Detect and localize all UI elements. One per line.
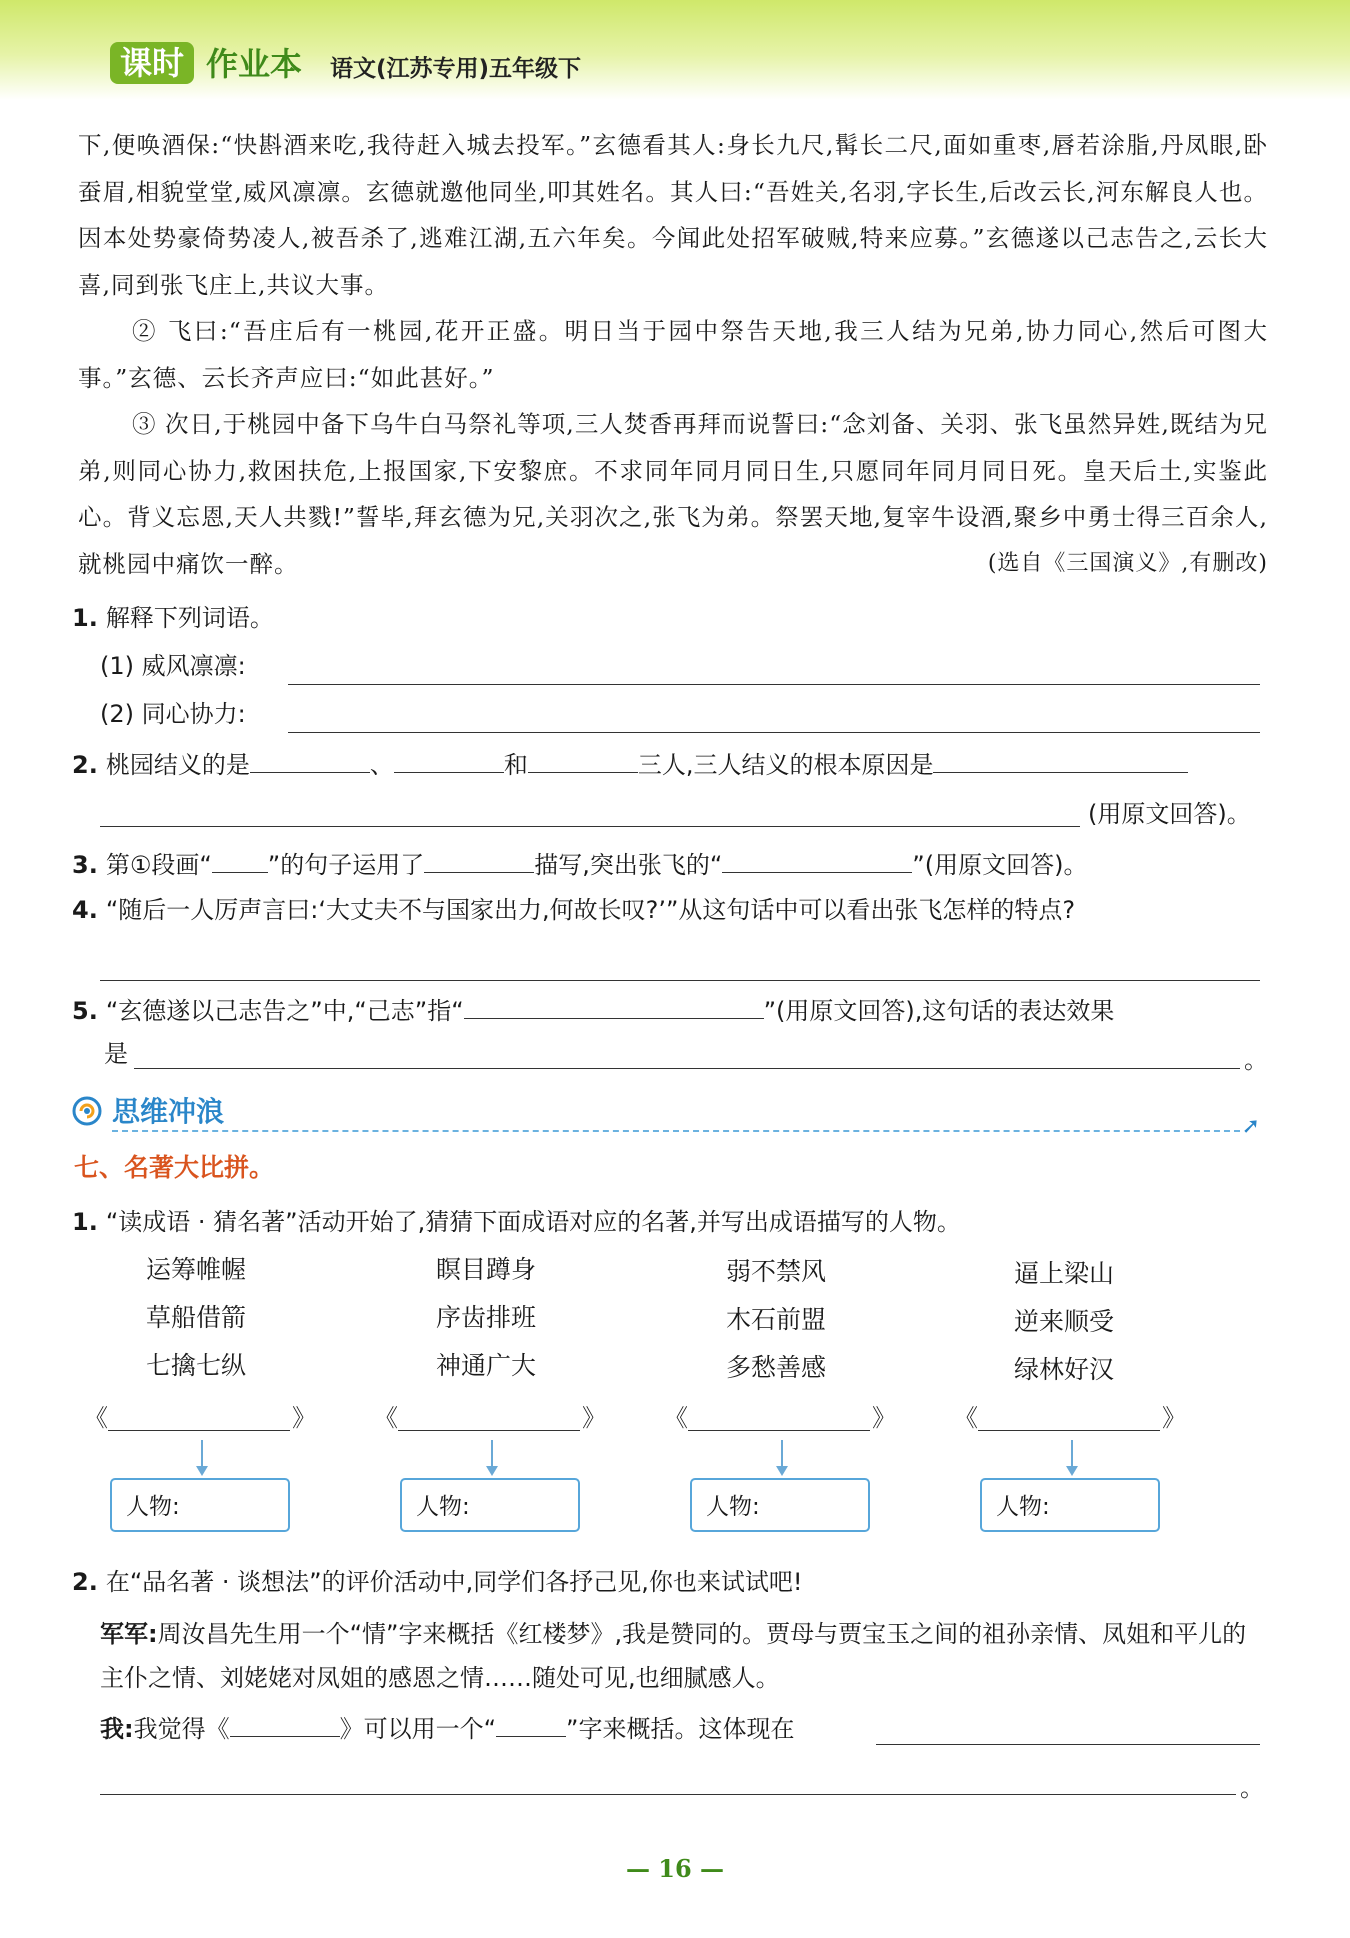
passage-paragraph-1: 下,便唤酒保:“快斟酒来吃,我待赶入城去投军。”玄德看其人:身长九尺,髯长二尺,面如重枣,唇若涂脂,丹凤眼,卧蚕眉,相貌堂堂,威风凛凛。玄德就邀他同坐,叩其姓名。其人曰:“吾姓关,名羽,字长生,后改云长,河东解良人也。因本处势豪倚势凌人,被吾杀了,逃难江湖,五六年矣。今闻此处招军破贼,特来应募。”玄德遂以己志告之,云长大喜,同到张飞庄上,共议大事。 — [78, 131, 1268, 299]
question-text: ”的句子运用了 — [267, 851, 425, 879]
question-text: “读成语 · 猜名著”活动开始了,猜猜下面成语对应的名著,并写出成语描写的人物。 — [105, 1208, 961, 1236]
idiom: 序齿排班 — [436, 1303, 537, 1332]
passage-paragraph-2: ② 飞曰:“吾庄后有一桃园,花开正盛。明日当于园中祭告天地,我三人结为兄弟,协力同心,然后可图大事。”玄德、云长齐声应曰:“如此甚好。” — [78, 317, 1268, 392]
question-text: 桃园结义的是 — [105, 751, 250, 779]
brand-badge: 课时 — [110, 42, 194, 84]
down-arrow-icon — [1066, 1466, 1078, 1476]
section7-question-2 — [72, 1564, 802, 1600]
question-4 — [72, 892, 1075, 928]
question-1-sub-2 — [100, 696, 246, 732]
swirl-icon — [72, 1096, 102, 1126]
brand-title: 作业本 — [206, 45, 303, 83]
my-opinion-end — [1240, 1770, 1264, 1806]
question-2-note — [1088, 796, 1251, 832]
book-title-blank[interactable] — [374, 1396, 606, 1436]
answer-line[interactable] — [108, 1430, 290, 1431]
question-text: 描写,突出张飞的“ — [534, 851, 723, 879]
passage-source: (选自《三国演义》,有删改) — [987, 550, 1268, 576]
down-arrow-icon — [196, 1466, 208, 1476]
reading-passage — [78, 122, 1268, 587]
section-banner — [70, 1090, 1260, 1139]
person-answer-box[interactable] — [690, 1478, 870, 1532]
idiom: 逼上梁山 — [1014, 1259, 1115, 1288]
answer-blank[interactable] — [528, 744, 638, 773]
person-label: 人物: — [416, 1494, 470, 1520]
question-text: 解释下列词语。 — [105, 604, 274, 632]
arrow-icon: ➚ — [1241, 1114, 1260, 1139]
answer-line[interactable] — [288, 684, 1260, 685]
question-number: 2. — [72, 1568, 98, 1596]
question-text: 第①段画“ — [105, 851, 212, 879]
answer-blank[interactable] — [722, 844, 912, 873]
question-number: 4. — [72, 896, 98, 924]
question-text: “随后一人厉声言曰:‘大丈夫不与国家出力,何故长叹?’”从这句话中可以看出张飞怎样的特点? — [105, 896, 1076, 924]
idiom: 七擒七纵 — [146, 1351, 247, 1380]
idiom: 瞑目蹲身 — [436, 1255, 537, 1284]
question-text: “玄德遂以己志告之”中,“己志”指“ — [105, 997, 464, 1025]
question-5-continued — [104, 1036, 128, 1072]
section-title: 七、名著大比拼。 — [74, 1153, 275, 1182]
person-label: 人物: — [126, 1494, 180, 1520]
question-text: 、 — [369, 751, 394, 779]
idiom: 多愁善感 — [726, 1353, 827, 1382]
junjun-opinion — [100, 1612, 1260, 1700]
answer-blank[interactable] — [496, 1708, 566, 1737]
question-text: 三人,三人结义的根本原因是 — [637, 751, 934, 779]
answer-blank[interactable] — [250, 744, 370, 773]
answer-blank[interactable] — [933, 744, 1188, 773]
answer-line[interactable] — [876, 1744, 1260, 1745]
opinion-text: 周汝昌先生用一个“情”字来概括《红楼梦》,我是赞同的。贾母与贾宝玉之间的祖孙亲情、凤姐和平儿的主仆之情、刘姥姥对凤姐的感恩之情……随处可见,也细腻感人。 — [100, 1620, 1247, 1692]
my-opinion — [100, 1708, 794, 1747]
question-1 — [72, 600, 274, 636]
question-3 — [72, 844, 1087, 883]
question-text: (用原文回答)。 — [1088, 800, 1251, 828]
idiom: 草船借箭 — [146, 1303, 247, 1332]
passage-paragraph-3 — [78, 401, 1268, 587]
answer-line[interactable] — [288, 732, 1260, 733]
answer-line[interactable] — [134, 1068, 1240, 1069]
question-number: 3. — [72, 851, 98, 879]
answer-blank[interactable] — [394, 744, 504, 773]
idiom: 神通广大 — [436, 1351, 537, 1380]
book-quote-left: 《 — [84, 1404, 108, 1432]
answer-blank[interactable] — [424, 844, 534, 873]
page-header — [0, 0, 1350, 100]
question-text: ”(用原文回答),这句话的表达效果 — [763, 997, 1115, 1025]
down-arrow-icon — [1071, 1440, 1073, 1468]
banner-title: 思维冲浪 — [112, 1095, 225, 1128]
question-number: 1. — [72, 604, 98, 632]
question-5 — [72, 990, 1114, 1029]
book-quote-right: 》 — [872, 1404, 896, 1432]
question-5-end — [1244, 1042, 1268, 1078]
question-text: 在“品名著 · 谈想法”的评价活动中,同学们各抒己见,你也来试试吧! — [105, 1568, 803, 1596]
question-number: 1. — [72, 1208, 98, 1236]
answer-line[interactable] — [100, 826, 1080, 827]
question-2 — [72, 744, 1188, 783]
answer-blank[interactable] — [464, 990, 764, 1019]
question-1-sub-1 — [100, 648, 246, 684]
down-arrow-icon — [776, 1466, 788, 1476]
answer-line[interactable] — [398, 1430, 580, 1431]
question-text: ”(用原文回答)。 — [912, 851, 1088, 879]
answer-blank[interactable] — [230, 1708, 340, 1737]
banner-divider — [112, 1130, 1240, 1132]
idiom: 运筹帷幄 — [146, 1255, 247, 1284]
page-number: — 16 — — [625, 1854, 725, 1883]
question-text: 是 — [104, 1040, 128, 1068]
question-text: 。 — [1244, 1046, 1268, 1074]
sub-question-label: (1) 威风凛凛: — [100, 652, 246, 680]
book-quote-right: 》 — [582, 1404, 606, 1432]
idiom: 逆来顺受 — [1014, 1307, 1115, 1336]
passage-paragraph-3-text: ③ 次日,于桃园中备下乌牛白马祭礼等项,三人焚香再拜而说誓曰:“念刘备、关羽、张飞虽然异姓,既结为兄弟,则同心协力,救困扶危,上报国家,下安黎庶。不求同年同月同日生,只愿同年同月同日死。皇天后土,实鉴此心。背义忘恩,天人共戮!”誓毕,拜玄德为兄,关羽次之,张飞为弟。祭罢天地,复宰牛设酒,聚乡中勇士得三百余人,就桃园中痛饮一醉。 — [78, 410, 1268, 578]
answer-line[interactable] — [688, 1430, 870, 1431]
down-arrow-icon — [491, 1440, 493, 1468]
answer-line[interactable] — [100, 980, 1260, 981]
down-arrow-icon — [201, 1440, 203, 1468]
idiom: 弱不禁风 — [726, 1257, 827, 1286]
opinion-text: 我觉得《 — [133, 1715, 230, 1743]
person-label: 人物: — [706, 1494, 760, 1520]
answer-blank[interactable] — [212, 844, 268, 873]
down-arrow-icon — [781, 1440, 783, 1468]
book-quote-left: 《 — [374, 1404, 398, 1432]
book-title-blank[interactable] — [954, 1396, 1186, 1436]
question-number: 2. — [72, 751, 98, 779]
book-title-blank[interactable] — [664, 1396, 896, 1436]
book-quote-left: 《 — [954, 1404, 978, 1432]
person-answer-box[interactable] — [400, 1478, 580, 1532]
book-quote-right: 》 — [1162, 1404, 1186, 1432]
question-text: 和 — [503, 751, 528, 779]
speaker-label: 我: — [100, 1715, 134, 1743]
down-arrow-icon — [486, 1466, 498, 1476]
speaker-label: 军军: — [100, 1620, 158, 1648]
idiom: 木石前盟 — [726, 1305, 827, 1334]
person-answer-box[interactable] — [110, 1478, 290, 1532]
sub-question-label: (2) 同心协力: — [100, 700, 246, 728]
question-number: 5. — [72, 997, 98, 1025]
opinion-text: ”字来概括。这体现在 — [566, 1715, 795, 1743]
subject-title: 语文(江苏专用)五年级下 — [330, 56, 582, 82]
answer-line[interactable] — [978, 1430, 1160, 1431]
opinion-text: 》可以用一个“ — [339, 1715, 497, 1743]
person-label: 人物: — [996, 1494, 1050, 1520]
answer-line[interactable] — [100, 1794, 1236, 1795]
idiom: 绿林好汉 — [1014, 1355, 1115, 1384]
opinion-text: 。 — [1240, 1774, 1264, 1802]
book-title-blank[interactable] — [84, 1396, 316, 1436]
book-quote-left: 《 — [664, 1404, 688, 1432]
section7-question-1 — [72, 1204, 961, 1240]
book-quote-right: 》 — [292, 1404, 316, 1432]
person-answer-box[interactable] — [980, 1478, 1160, 1532]
